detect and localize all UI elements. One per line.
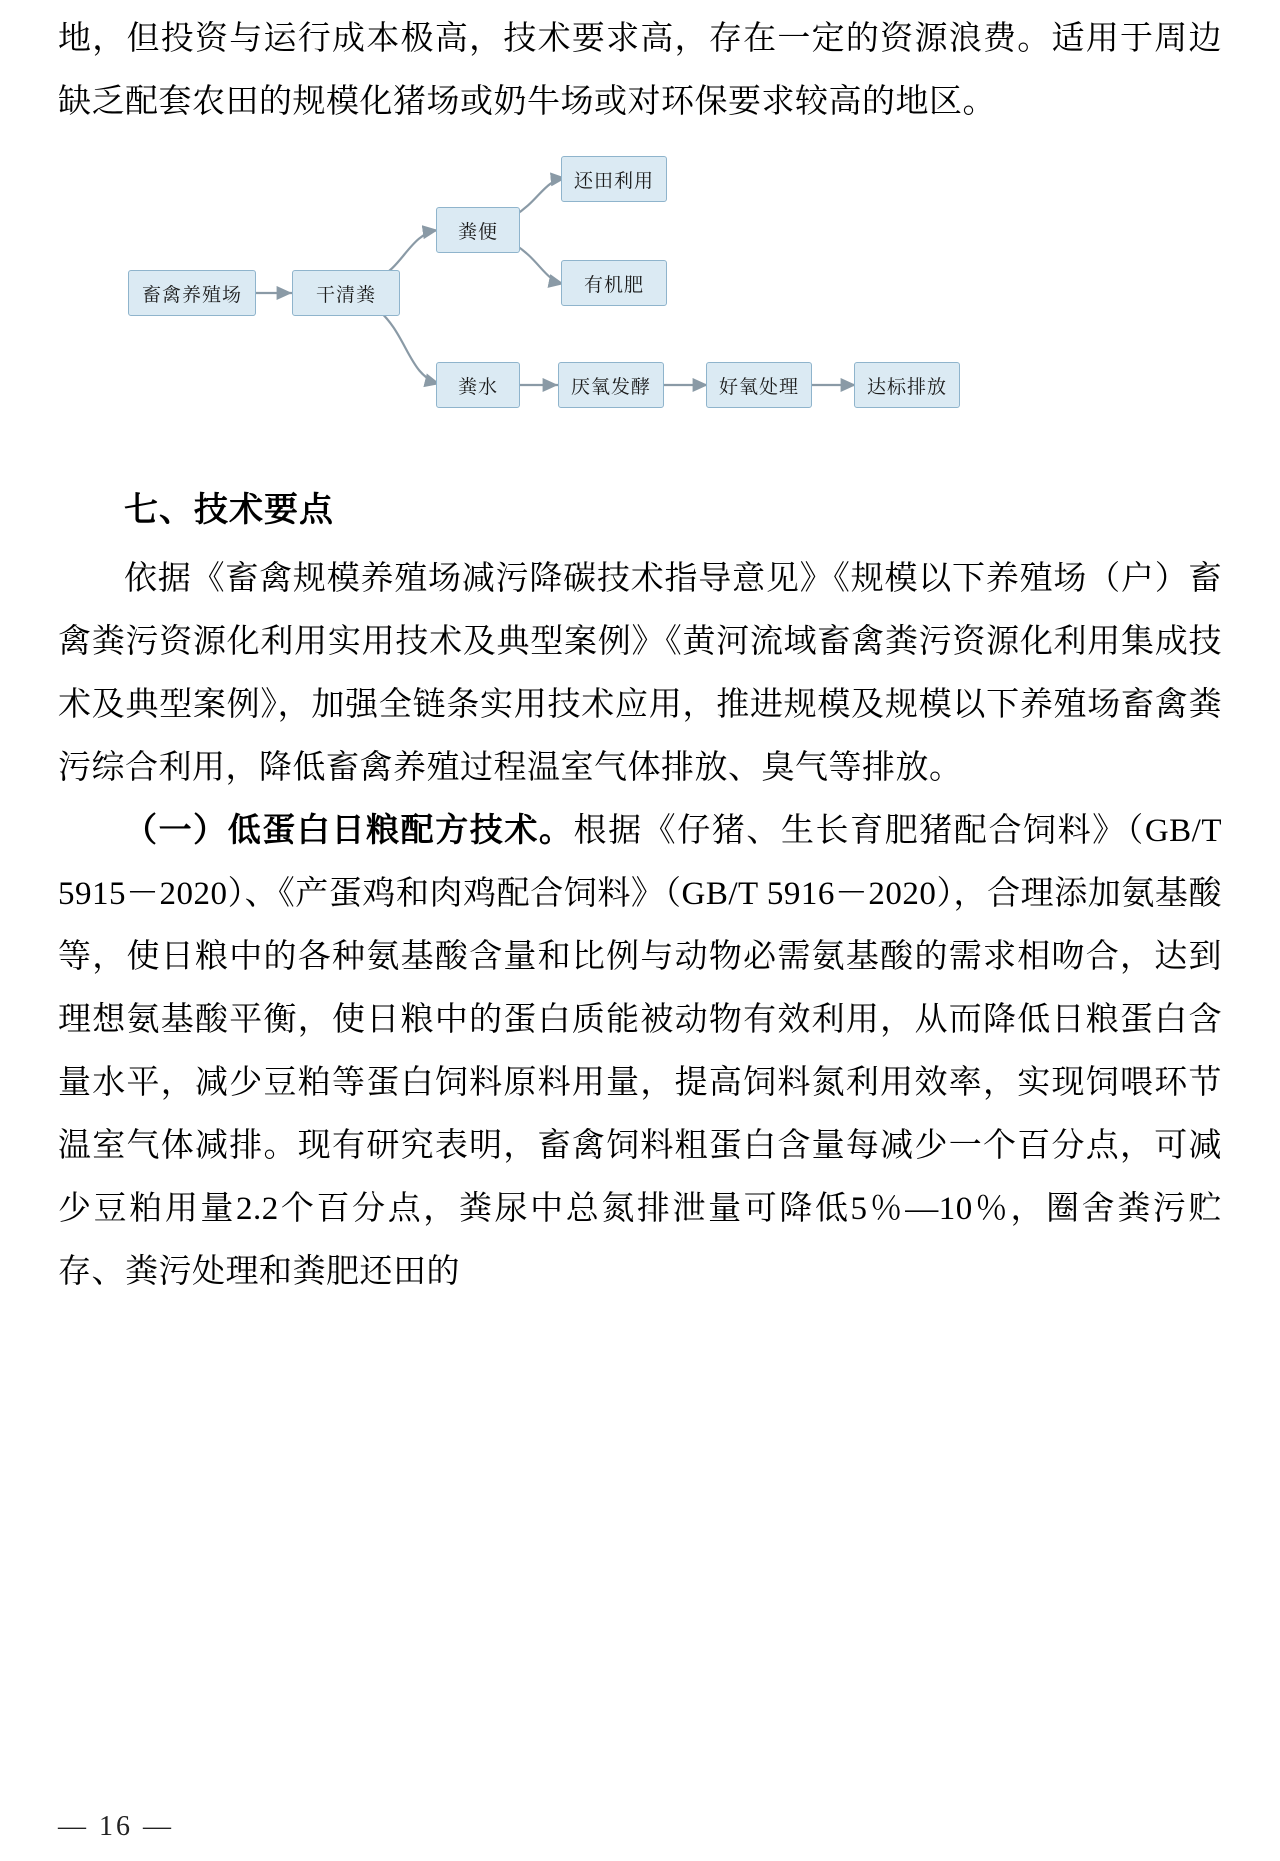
node-aerobic-treatment xyxy=(706,362,812,408)
node-aerobic-treatment-label: 好氧处理 xyxy=(718,376,799,398)
node-manure-label: 粪便 xyxy=(457,221,498,243)
node-standard-discharge xyxy=(854,362,960,408)
node-standard-discharge-label: 达标排放 xyxy=(866,376,947,398)
node-organic-fertilizer-label: 有机肥 xyxy=(583,274,644,296)
page-number: — 16 — xyxy=(58,1811,174,1842)
node-farm xyxy=(128,270,256,316)
node-manure-water-label: 粪水 xyxy=(457,376,498,398)
paragraph-continued-top: 地，但投资与运行成本极高，技术要求高，存在一定的资源浪费。适用于周边缺乏配套农田的规模化猪场或奶牛场或对环保要求较高的地区。 xyxy=(58,21,1222,120)
paragraph-item-one xyxy=(58,800,1222,1304)
item-one-lead: （一）低蛋白日粮配方技术。 xyxy=(124,813,574,849)
node-return-field xyxy=(561,156,667,202)
node-anaerobic-fermentation xyxy=(558,362,664,408)
node-manure xyxy=(436,207,520,253)
node-farm-label: 畜禽养殖场 xyxy=(141,284,242,306)
node-organic-fertilizer xyxy=(561,260,667,306)
paragraph-section-body: 依据《畜禽规模养殖场减污降碳技术指导意见》《规模以下养殖场（户）畜禽粪污资源化利用实用技术及典型案例》《黄河流域畜禽粪污资源化利用集成技术及典型案例》，加强全链条实用技术应用，推进规模及规模以下养殖场畜禽粪污综合利用，降低畜禽养殖过程温室气体排放、臭气等排放。 xyxy=(58,561,1222,786)
item-one-body: 根据《仔猪、生长育肥猪配合饲料》（GB/T 5915－2020）、《产蛋鸡和肉鸡配合饲料》（GB/T 5916－2020），合理添加氨基酸等，使日粮中的各种氨基酸含量和比例与动物必需氨基酸的需求相吻合，达到理想氨基酸平衡，使日粮中的蛋白质能被动物有效利用，从而降低日粮蛋白含量水平，减少豆粕等蛋白饲料原料用量，提高饲料氮利用效率，实现饲喂环节温室气体减排。现有研究表明，畜禽饲料粗蛋白含量每减少一个百分点，可减少豆粕用量2.2个百分点，粪尿中总氮排泄量可降低5％—10％，圈舍粪污贮存、粪污处理和粪肥还田的 xyxy=(58,813,1223,1290)
node-anaerobic-fermentation-label: 厌氧发酵 xyxy=(570,376,651,398)
node-dry-clean xyxy=(292,270,400,316)
node-return-field-label: 还田利用 xyxy=(573,170,654,192)
node-manure-water xyxy=(436,362,520,408)
process-flow-diagram xyxy=(58,156,1222,456)
section-heading: 七、技术要点 xyxy=(124,491,334,529)
node-dry-clean-label: 干清粪 xyxy=(315,284,376,306)
